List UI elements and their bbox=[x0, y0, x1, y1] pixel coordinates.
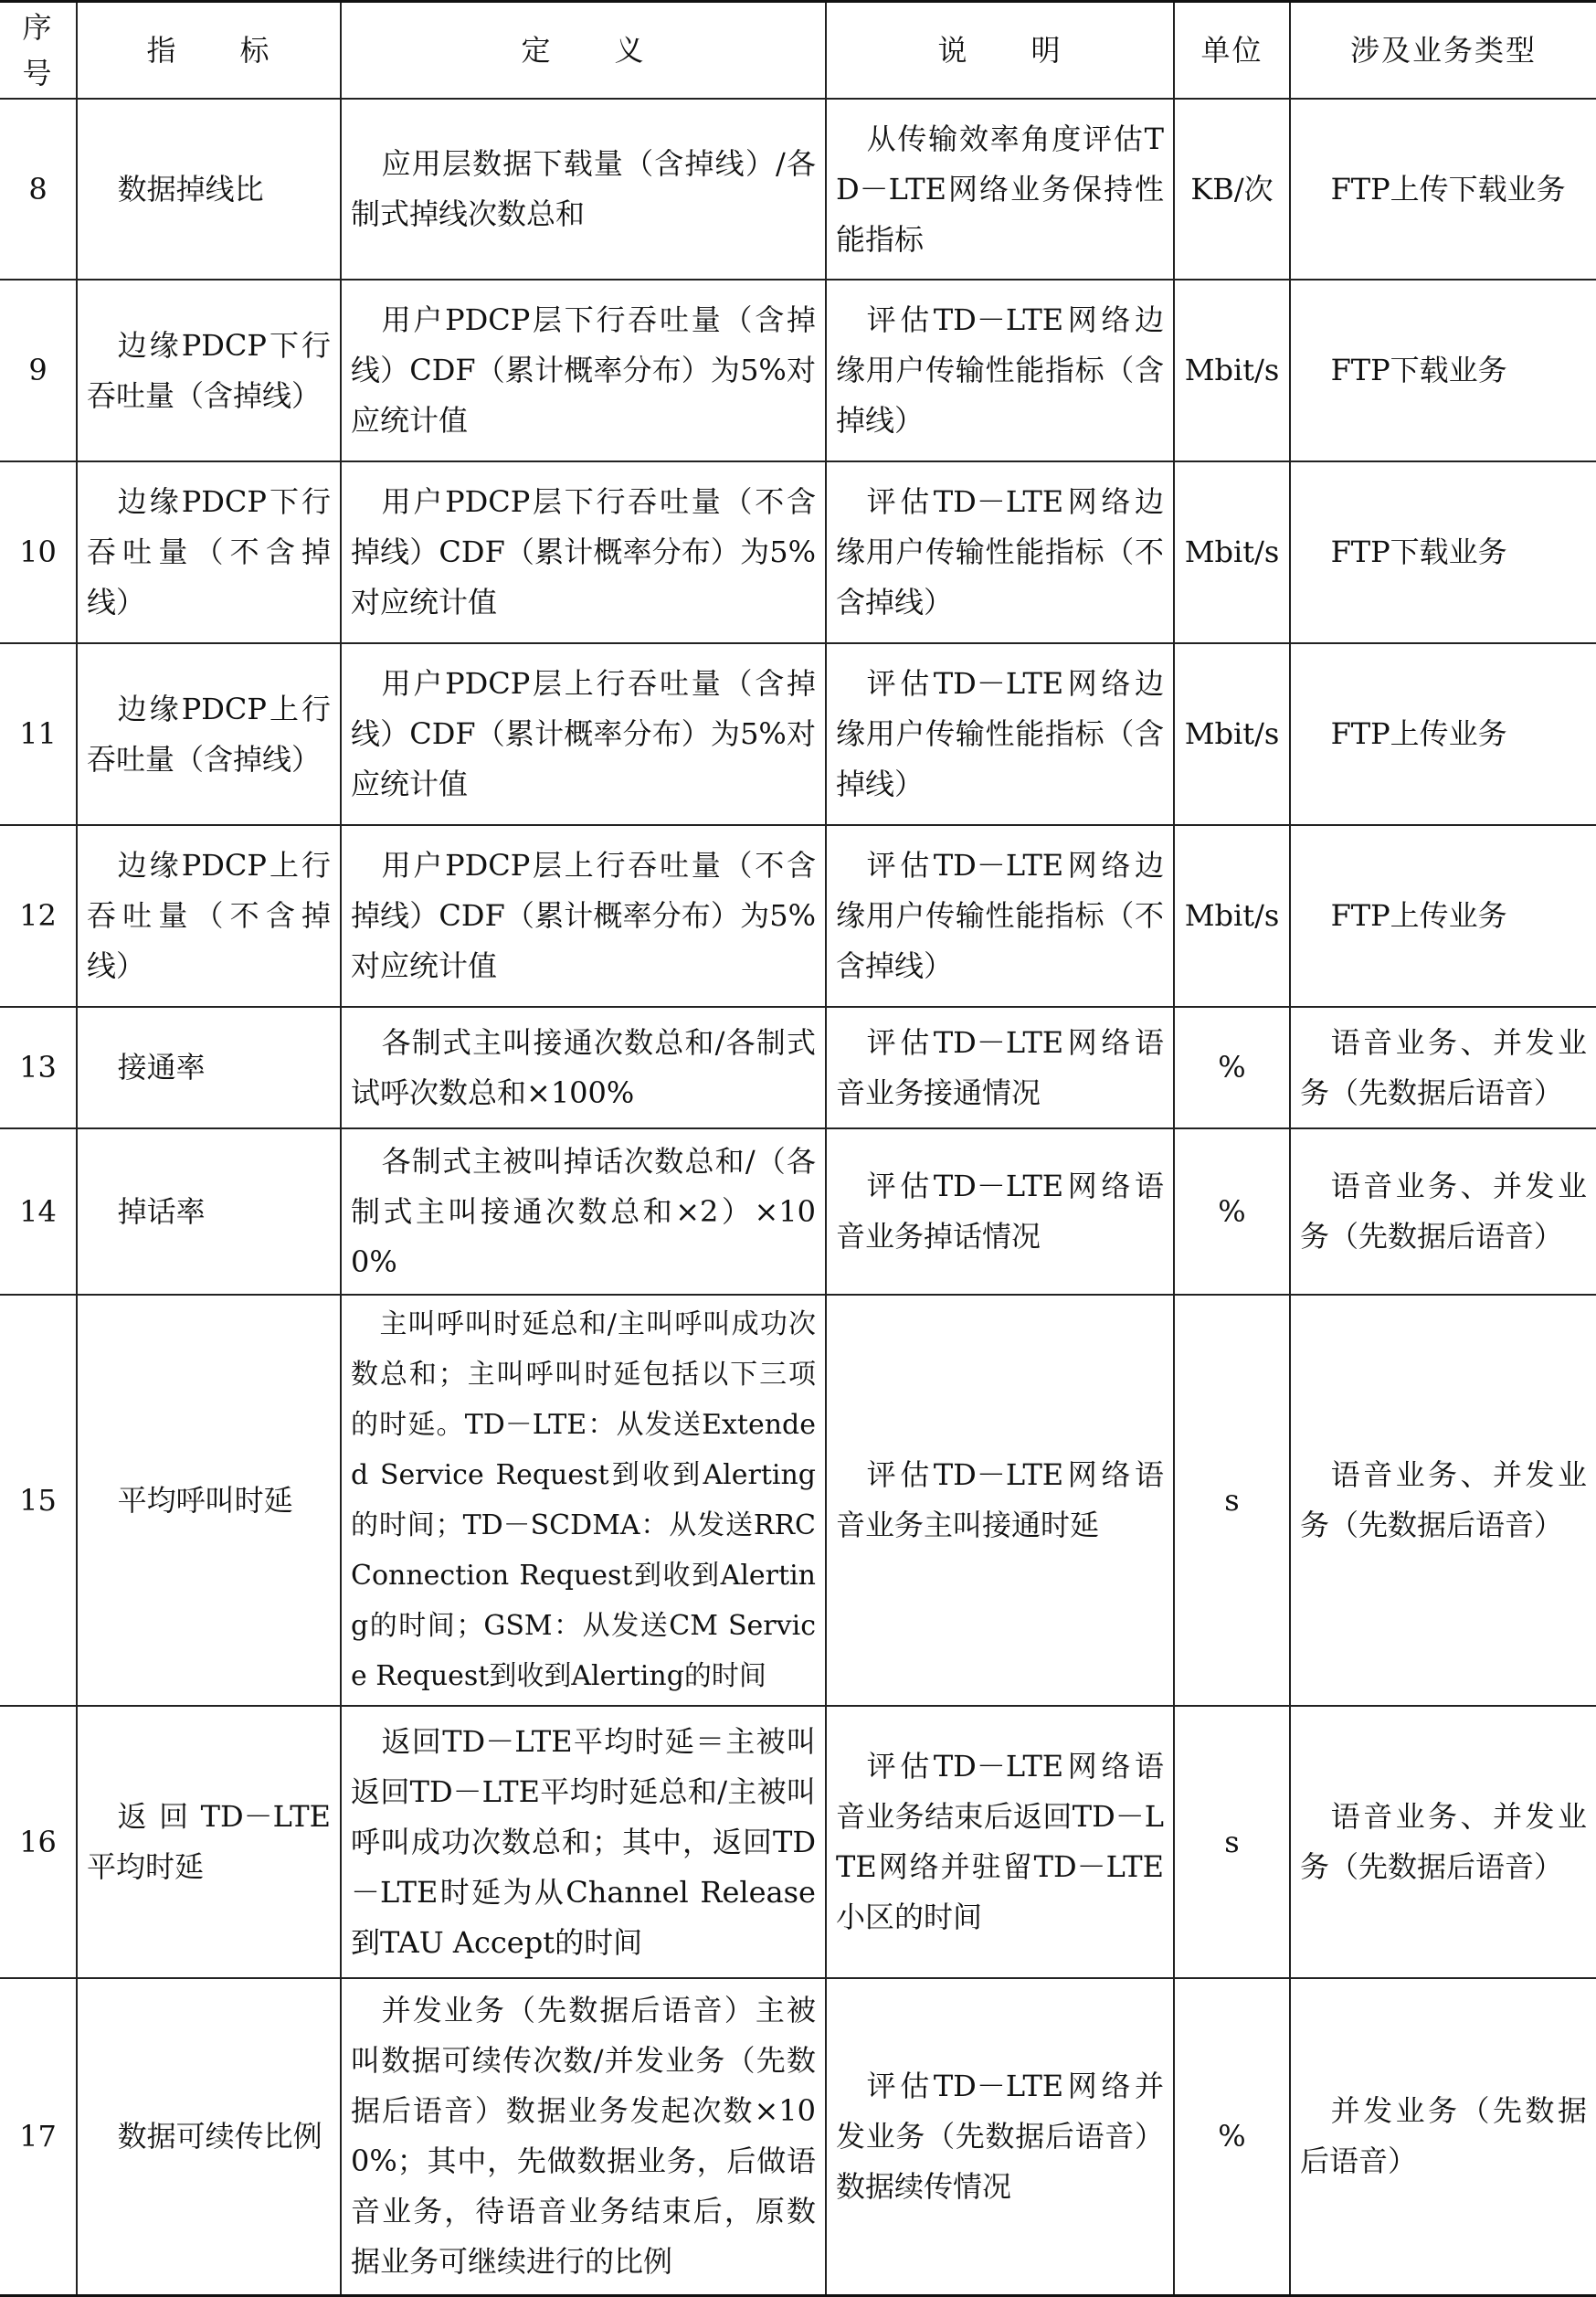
row-service-type: FTP下载业务 bbox=[1290, 461, 1596, 643]
row-definition: 主叫呼叫时延总和/主叫呼叫成功次数总和；主叫呼叫时延包括以下三项的时延。TD－LTE：从发送Extended Service Request到收到Alerting的时间；TD－SCDMA：从发送RRC Connection Request到收到Alerting的时间；GSM：从发送CM Service Request到收到Alerting的时间 bbox=[341, 1295, 826, 1706]
table-header-row bbox=[0, 2, 1596, 100]
row-no: 13 bbox=[0, 1007, 77, 1128]
row-unit: Mbit/s bbox=[1174, 280, 1290, 461]
row-definition: 返回TD－LTE平均时延＝主被叫返回TD－LTE平均时延总和/主被叫呼叫成功次数总和；其中，返回TD－LTE时延为从Channel Release到TAU Accept的时间 bbox=[341, 1706, 826, 1978]
row-indicator: 平均呼叫时延 bbox=[77, 1295, 341, 1706]
row-indicator: 边缘PDCP上行吞吐量（不含掉线） bbox=[77, 825, 341, 1007]
row-no: 12 bbox=[0, 825, 77, 1007]
row-description: 评估TD－LTE网络语音业务结束后返回TD－LTE网络并驻留TD－LTE小区的时间 bbox=[826, 1706, 1174, 1978]
row-no: 9 bbox=[0, 280, 77, 461]
row-service-type: 并发业务（先数据后语音） bbox=[1290, 1978, 1596, 2295]
row-unit: Mbit/s bbox=[1174, 461, 1290, 643]
row-indicator: 数据掉线比 bbox=[77, 99, 341, 280]
table-row bbox=[0, 1295, 1596, 1706]
row-no: 14 bbox=[0, 1128, 77, 1295]
table-row bbox=[0, 1128, 1596, 1295]
row-definition: 应用层数据下载量（含掉线）/各制式掉线次数总和 bbox=[341, 99, 826, 280]
row-definition: 用户PDCP层上行吞吐量（含掉线）CDF（累计概率分布）为5%对应统计值 bbox=[341, 643, 826, 825]
header-indicator: 指 标 bbox=[77, 2, 341, 100]
table-row bbox=[0, 461, 1596, 643]
table-row bbox=[0, 643, 1596, 825]
row-description: 评估TD－LTE网络边缘用户传输性能指标（含掉线） bbox=[826, 643, 1174, 825]
row-definition: 用户PDCP层下行吞吐量（含掉线）CDF（累计概率分布）为5%对应统计值 bbox=[341, 280, 826, 461]
table-row bbox=[0, 1706, 1596, 1978]
header-no: 序号 bbox=[0, 2, 77, 100]
row-unit: s bbox=[1174, 1706, 1290, 1978]
row-unit: Mbit/s bbox=[1174, 643, 1290, 825]
row-indicator: 掉话率 bbox=[77, 1128, 341, 1295]
row-no: 17 bbox=[0, 1978, 77, 2295]
row-no: 11 bbox=[0, 643, 77, 825]
header-unit: 单位 bbox=[1174, 2, 1290, 100]
row-definition: 各制式主被叫掉话次数总和/（各制式主叫接通次数总和×2）×100% bbox=[341, 1128, 826, 1295]
row-definition: 并发业务（先数据后语音）主被叫数据可续传次数/并发业务（先数据后语音）数据业务发起次数×100%；其中，先做数据业务，后做语音业务，待语音业务结束后，原数据业务可继续进行的比例 bbox=[341, 1978, 826, 2295]
row-description: 评估TD－LTE网络边缘用户传输性能指标（不含掉线） bbox=[826, 825, 1174, 1007]
row-definition: 用户PDCP层下行吞吐量（不含掉线）CDF（累计概率分布）为5%对应统计值 bbox=[341, 461, 826, 643]
row-unit: % bbox=[1174, 1007, 1290, 1128]
row-no: 8 bbox=[0, 99, 77, 280]
row-description: 评估TD－LTE网络并发业务（先数据后语音）数据续传情况 bbox=[826, 1978, 1174, 2295]
row-service-type: FTP上传下载业务 bbox=[1290, 99, 1596, 280]
row-description: 评估TD－LTE网络语音业务掉话情况 bbox=[826, 1128, 1174, 1295]
table-row bbox=[0, 1978, 1596, 2295]
table-row bbox=[0, 1007, 1596, 1128]
row-unit: Mbit/s bbox=[1174, 825, 1290, 1007]
header-definition: 定 义 bbox=[341, 2, 826, 100]
row-indicator: 边缘PDCP下行吞吐量（含掉线） bbox=[77, 280, 341, 461]
row-service-type: 语音业务、并发业务（先数据后语音） bbox=[1290, 1295, 1596, 1706]
row-service-type: 语音业务、并发业务（先数据后语音） bbox=[1290, 1007, 1596, 1128]
row-definition: 各制式主叫接通次数总和/各制式试呼次数总和×100% bbox=[341, 1007, 826, 1128]
row-no: 15 bbox=[0, 1295, 77, 1706]
row-unit: s bbox=[1174, 1295, 1290, 1706]
row-service-type: 语音业务、并发业务（先数据后语音） bbox=[1290, 1706, 1596, 1978]
row-service-type: FTP上传业务 bbox=[1290, 643, 1596, 825]
row-definition: 用户PDCP层上行吞吐量（不含掉线）CDF（累计概率分布）为5%对应统计值 bbox=[341, 825, 826, 1007]
table-row bbox=[0, 99, 1596, 280]
row-description: 评估TD－LTE网络边缘用户传输性能指标（不含掉线） bbox=[826, 461, 1174, 643]
table-row bbox=[0, 280, 1596, 461]
table-row bbox=[0, 825, 1596, 1007]
row-description: 评估TD－LTE网络边缘用户传输性能指标（含掉线） bbox=[826, 280, 1174, 461]
row-service-type: 语音业务、并发业务（先数据后语音） bbox=[1290, 1128, 1596, 1295]
row-indicator: 边缘PDCP下行吞吐量（不含掉线） bbox=[77, 461, 341, 643]
header-service-type: 涉及业务类型 bbox=[1290, 2, 1596, 100]
row-indicator: 返回TD－LTE平均时延 bbox=[77, 1706, 341, 1978]
row-service-type: FTP下载业务 bbox=[1290, 280, 1596, 461]
row-indicator: 接通率 bbox=[77, 1007, 341, 1128]
row-no: 16 bbox=[0, 1706, 77, 1978]
row-indicator: 边缘PDCP上行吞吐量（含掉线） bbox=[77, 643, 341, 825]
row-no: 10 bbox=[0, 461, 77, 643]
row-unit: KB/次 bbox=[1174, 99, 1290, 280]
row-description: 评估TD－LTE网络语音业务接通情况 bbox=[826, 1007, 1174, 1128]
row-description: 评估TD－LTE网络语音业务主叫接通时延 bbox=[826, 1295, 1174, 1706]
row-unit: % bbox=[1174, 1978, 1290, 2295]
row-indicator: 数据可续传比例 bbox=[77, 1978, 341, 2295]
row-unit: % bbox=[1174, 1128, 1290, 1295]
row-description: 从传输效率角度评估TD－LTE网络业务保持性能指标 bbox=[826, 99, 1174, 280]
header-description: 说 明 bbox=[826, 2, 1174, 100]
row-service-type: FTP上传业务 bbox=[1290, 825, 1596, 1007]
